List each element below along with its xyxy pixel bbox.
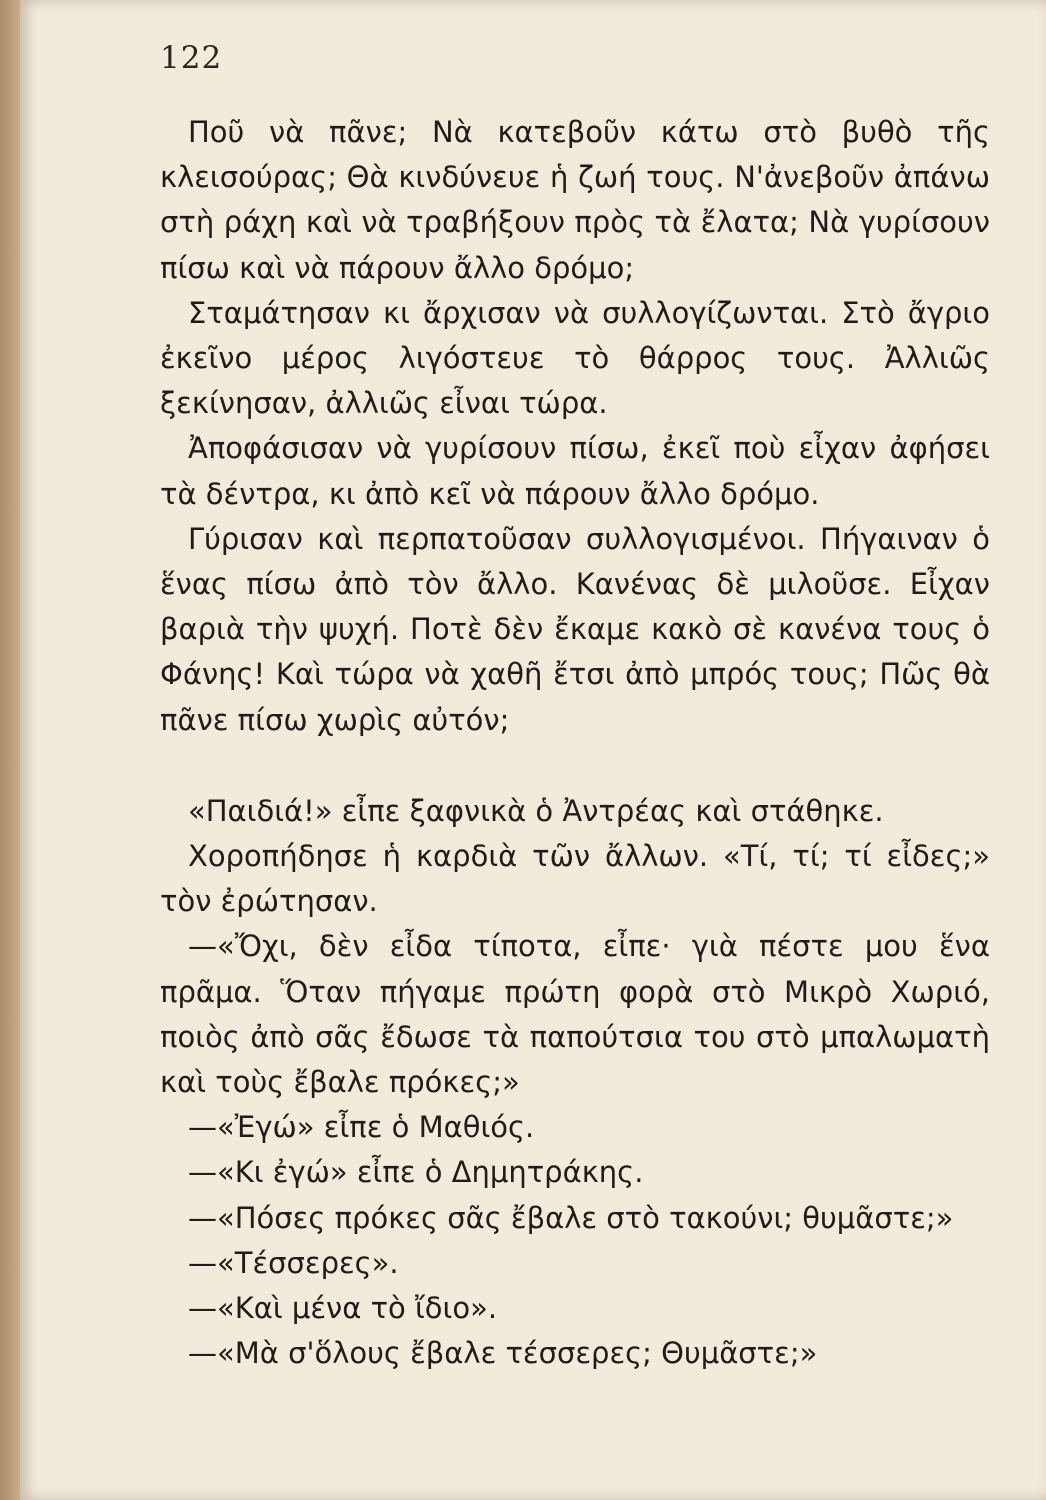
dialogue-line: —«Κι ἐγώ» εἶπε ὁ Δημητράκης.: [188, 1155, 644, 1190]
page-body-text: [160, 110, 990, 1376]
section-gap: [160, 743, 990, 789]
paragraph: «Παιδιά!» εἶπε ξαφνικὰ ὁ Ἀντρέας καὶ στάθηκε.: [188, 793, 884, 828]
dialogue-line: —«Μὰ σ'ὅλους ἔβαλε τέσσερες; Θυμᾶστε;»: [188, 1336, 818, 1371]
paragraph: Χοροπήδησε ἡ καρδιὰ τῶν ἄλλων. «Τί, τί; τί εἶδες;» τὸν ἐρώτησαν.: [160, 839, 990, 919]
paragraph: Ποῦ νὰ πᾶνε; Νὰ κατεβοῦν κάτω στὸ βυθὸ τῆς κλεισούρας; Θὰ κινδύνευε ἡ ζωή τους. Ν'ἀνεβοῦν ἀπάνω στὴ ράχη καὶ νὰ τραβήξουν πρὸς τὰ ἔλατα; Νὰ γυρίσουν πίσω καὶ νὰ πάρουν ἄλλο δρόμο;: [160, 115, 990, 285]
dialogue-line: —«Καὶ μένα τὸ ἴδιο».: [188, 1291, 498, 1326]
page-number: 122: [160, 40, 223, 76]
paragraph: Ἀποφάσισαν νὰ γυρίσουν πίσω, ἐκεῖ ποὺ εἶχαν ἀφήσει τὰ δέντρα, κι ἀπὸ κεῖ νὰ πάρουν ἄλλο δρόμο.: [160, 431, 990, 511]
book-binding-edge: [0, 0, 20, 1500]
dialogue-line: —«Ὄχι, δὲν εἶδα τίποτα, εἶπε· γιὰ πέστε μου ἕνα πρᾶμα. Ὅταν πήγαμε πρώτη φορὰ στὸ Μικρὸ Χωριό, ποιὸς ἀπὸ σᾶς ἔδωσε τὰ παπούτσια του στὸ μπαλωματὴ καὶ τοὺς ἔβαλε πρόκες;»: [160, 929, 990, 1100]
dialogue-line: —«Ἐγώ» εἶπε ὁ Μαθιός.: [188, 1110, 535, 1145]
dialogue-line: —«Τέσσερες».: [188, 1245, 399, 1280]
dialogue-line: —«Πόσες πρόκες σᾶς ἔβαλε στὸ τακούνι; θυμᾶστε;»: [188, 1200, 954, 1235]
paragraph: Γύρισαν καὶ περπατοῦσαν συλλογισμένοι. Πήγαιναν ὁ ἕνας πίσω ἀπὸ τὸν ἄλλο. Κανένας δὲ μιλοῦσε. Εἶχαν βαριὰ τὴν ψυχή. Ποτὲ δὲν ἔκαμε κακὸ σὲ κανένα τους ὁ Φάνης! Καὶ τώρα νὰ χαθῆ ἔτσι ἀπὸ μπρός τους; Πῶς θὰ πᾶνε πίσω χωρὶς αὐτόν;: [160, 521, 990, 737]
paragraph: Σταμάτησαν κι ἄρχισαν νὰ συλλογίζωνται. Στὸ ἄγριο ἐκεῖνο μέρος λιγόστευε τὸ θάρρος τους. Ἀλλιῶς ξεκίνησαν, ἀλλιῶς εἶναι τώρα.: [160, 295, 990, 421]
